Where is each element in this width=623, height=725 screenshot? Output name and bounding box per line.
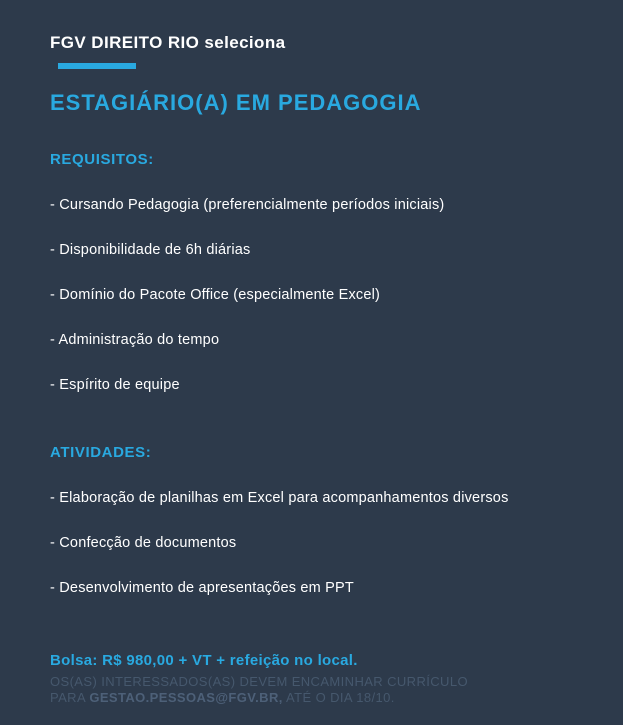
- section-requisitos: [50, 151, 573, 394]
- accent-divider: [58, 63, 136, 69]
- list-item: - Desenvolvimento de apresentações em PPT: [50, 580, 354, 596]
- list-item: - Confecção de documentos: [50, 535, 237, 551]
- poster-footer: [50, 652, 573, 706]
- instructions-line2-prefix: PARA: [50, 690, 90, 705]
- list-item: - Elaboração de planilhas em Excel para acompanhamentos diversos: [50, 490, 509, 506]
- poster-header: [50, 33, 573, 116]
- stipend-line: Bolsa: R$ 980,00 + VT + refeição no local.: [50, 652, 358, 669]
- position-title: ESTAGIÁRIO(A) EM PEDAGOGIA: [50, 90, 422, 115]
- list-item: - Cursando Pedagogia (preferencialmente períodos iniciais): [50, 197, 445, 213]
- list-item: - Administração do tempo: [50, 332, 220, 348]
- requisitos-heading: REQUISITOS:: [50, 151, 154, 168]
- section-atividades: [50, 444, 573, 597]
- org-title: FGV DIREITO RIO seleciona: [50, 33, 286, 52]
- list-item: - Espírito de equipe: [50, 377, 180, 393]
- application-instructions: [50, 674, 573, 706]
- email-address: GESTAO.PESSOAS@FGV.BR,: [89, 690, 283, 705]
- list-item: - Disponibilidade de 6h diárias: [50, 242, 251, 258]
- instructions-line1: OS(AS) INTERESSADOS(AS) DEVEM ENCAMINHAR CURRÍCULO: [50, 674, 468, 689]
- atividades-heading: ATIVIDADES:: [50, 444, 152, 461]
- list-item: - Domínio do Pacote Office (especialmente Excel): [50, 287, 381, 303]
- instructions-line2-suffix: ATÉ O DIA 18/10.: [282, 690, 395, 705]
